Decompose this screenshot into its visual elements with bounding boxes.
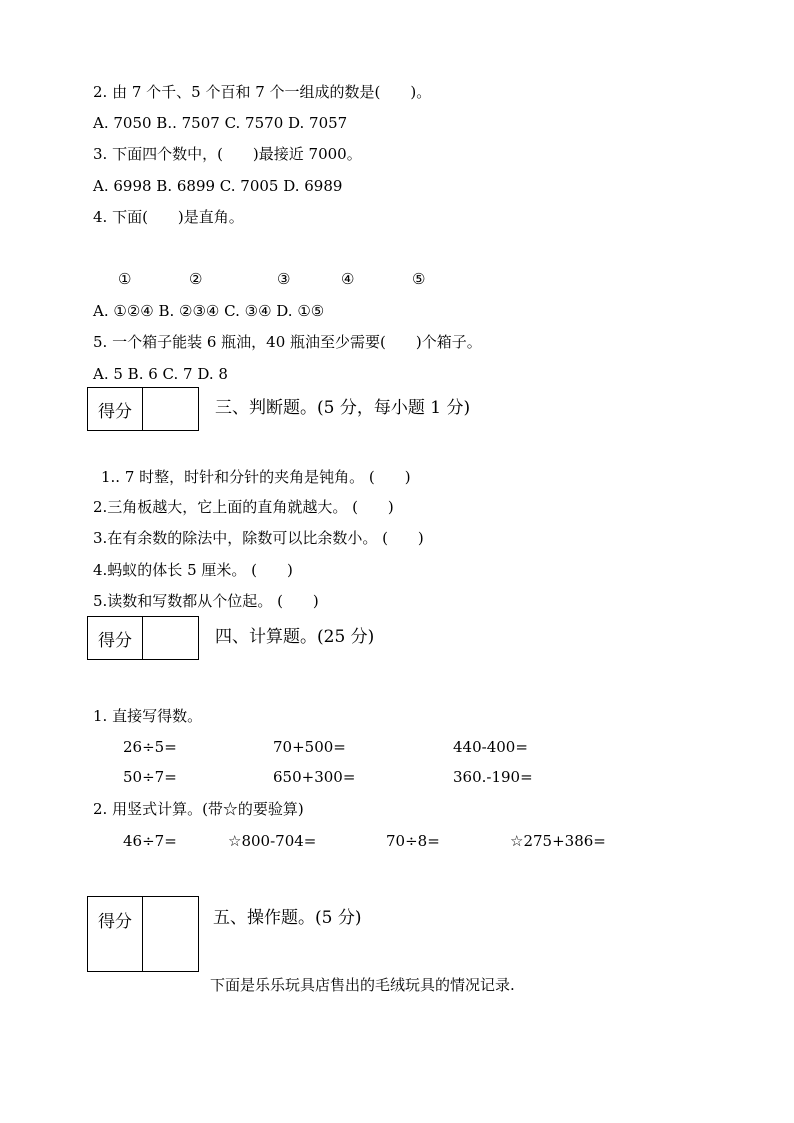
section-3-title: 三、判断题。(5 分，每小题 1 分) <box>215 398 471 418</box>
score-label: 得分 <box>88 388 143 430</box>
calc-item: 26÷5= <box>123 738 177 756</box>
calc-item: 360.-190= <box>453 768 533 786</box>
judge-item-3: 3.在有余数的除法中，除数可以比余数小。 ( ) <box>93 529 424 547</box>
section-4-title: 四、计算题。(25 分) <box>215 627 375 647</box>
score-blank <box>143 388 198 430</box>
question-2: 2. 由 7 个千、5 个百和 7 个一组成的数是( )。 <box>93 83 432 101</box>
judge-item-4: 4.蚂蚁的体长 5 厘米。 ( ) <box>93 561 293 579</box>
question-3-options: A. 6998 B. 6899 C. 7005 D. 6989 <box>93 177 343 195</box>
judge-item-5: 5.读数和写数都从个位起。 ( ) <box>93 592 319 610</box>
score-label: 得分 <box>88 617 143 659</box>
calc-item: ☆800-704= <box>228 832 317 850</box>
question-4-options: A. ①②④ B. ②③④ C. ③④ D. ①⑤ <box>93 302 325 320</box>
judge-item-2: 2.三角板越大，它上面的直角就越大。 ( ) <box>93 498 394 516</box>
question-2-options: A. 7050 B.. 7507 C. 7570 D. 7057 <box>93 114 348 132</box>
calc-item: 650+300= <box>273 768 356 786</box>
figure-label: ③ <box>277 270 291 288</box>
calc-item: 440-400= <box>453 738 528 756</box>
question-5: 5. 一个箱子能装 6 瓶油，40 瓶油至少需要( )个箱子。 <box>93 333 482 351</box>
score-label: 得分 <box>88 897 143 971</box>
score-blank <box>143 897 198 971</box>
calc-item: ☆275+386= <box>510 832 606 850</box>
section-5-title: 五、操作题。(5 分) <box>213 908 362 928</box>
figure-label: ② <box>189 270 203 288</box>
figure-label: ⑤ <box>412 270 426 288</box>
calc-item: 70÷8= <box>386 832 440 850</box>
question-4: 4. 下面( )是直角。 <box>93 208 244 226</box>
score-box <box>87 616 199 660</box>
score-box <box>87 387 199 431</box>
judge-item-1: 1.. 7 时整，时针和分针的夹角是钝角。 ( ) <box>101 468 411 486</box>
calc-question-2: 2. 用竖式计算。(带☆的要验算) <box>93 800 304 818</box>
question-3: 3. 下面四个数中，( )最接近 7000。 <box>93 145 362 163</box>
calc-question-1: 1. 直接写得数。 <box>93 707 203 725</box>
figure-label: ① <box>118 270 132 288</box>
score-box <box>87 896 199 972</box>
section-5-intro: 下面是乐乐玩具店售出的毛绒玩具的情况记录. <box>210 976 515 994</box>
figure-label: ④ <box>341 270 355 288</box>
calc-item: 70+500= <box>273 738 346 756</box>
question-5-options: A. 5 B. 6 C. 7 D. 8 <box>93 365 228 383</box>
calc-item: 46÷7= <box>123 832 177 850</box>
score-blank <box>143 617 198 659</box>
calc-item: 50÷7= <box>123 768 177 786</box>
